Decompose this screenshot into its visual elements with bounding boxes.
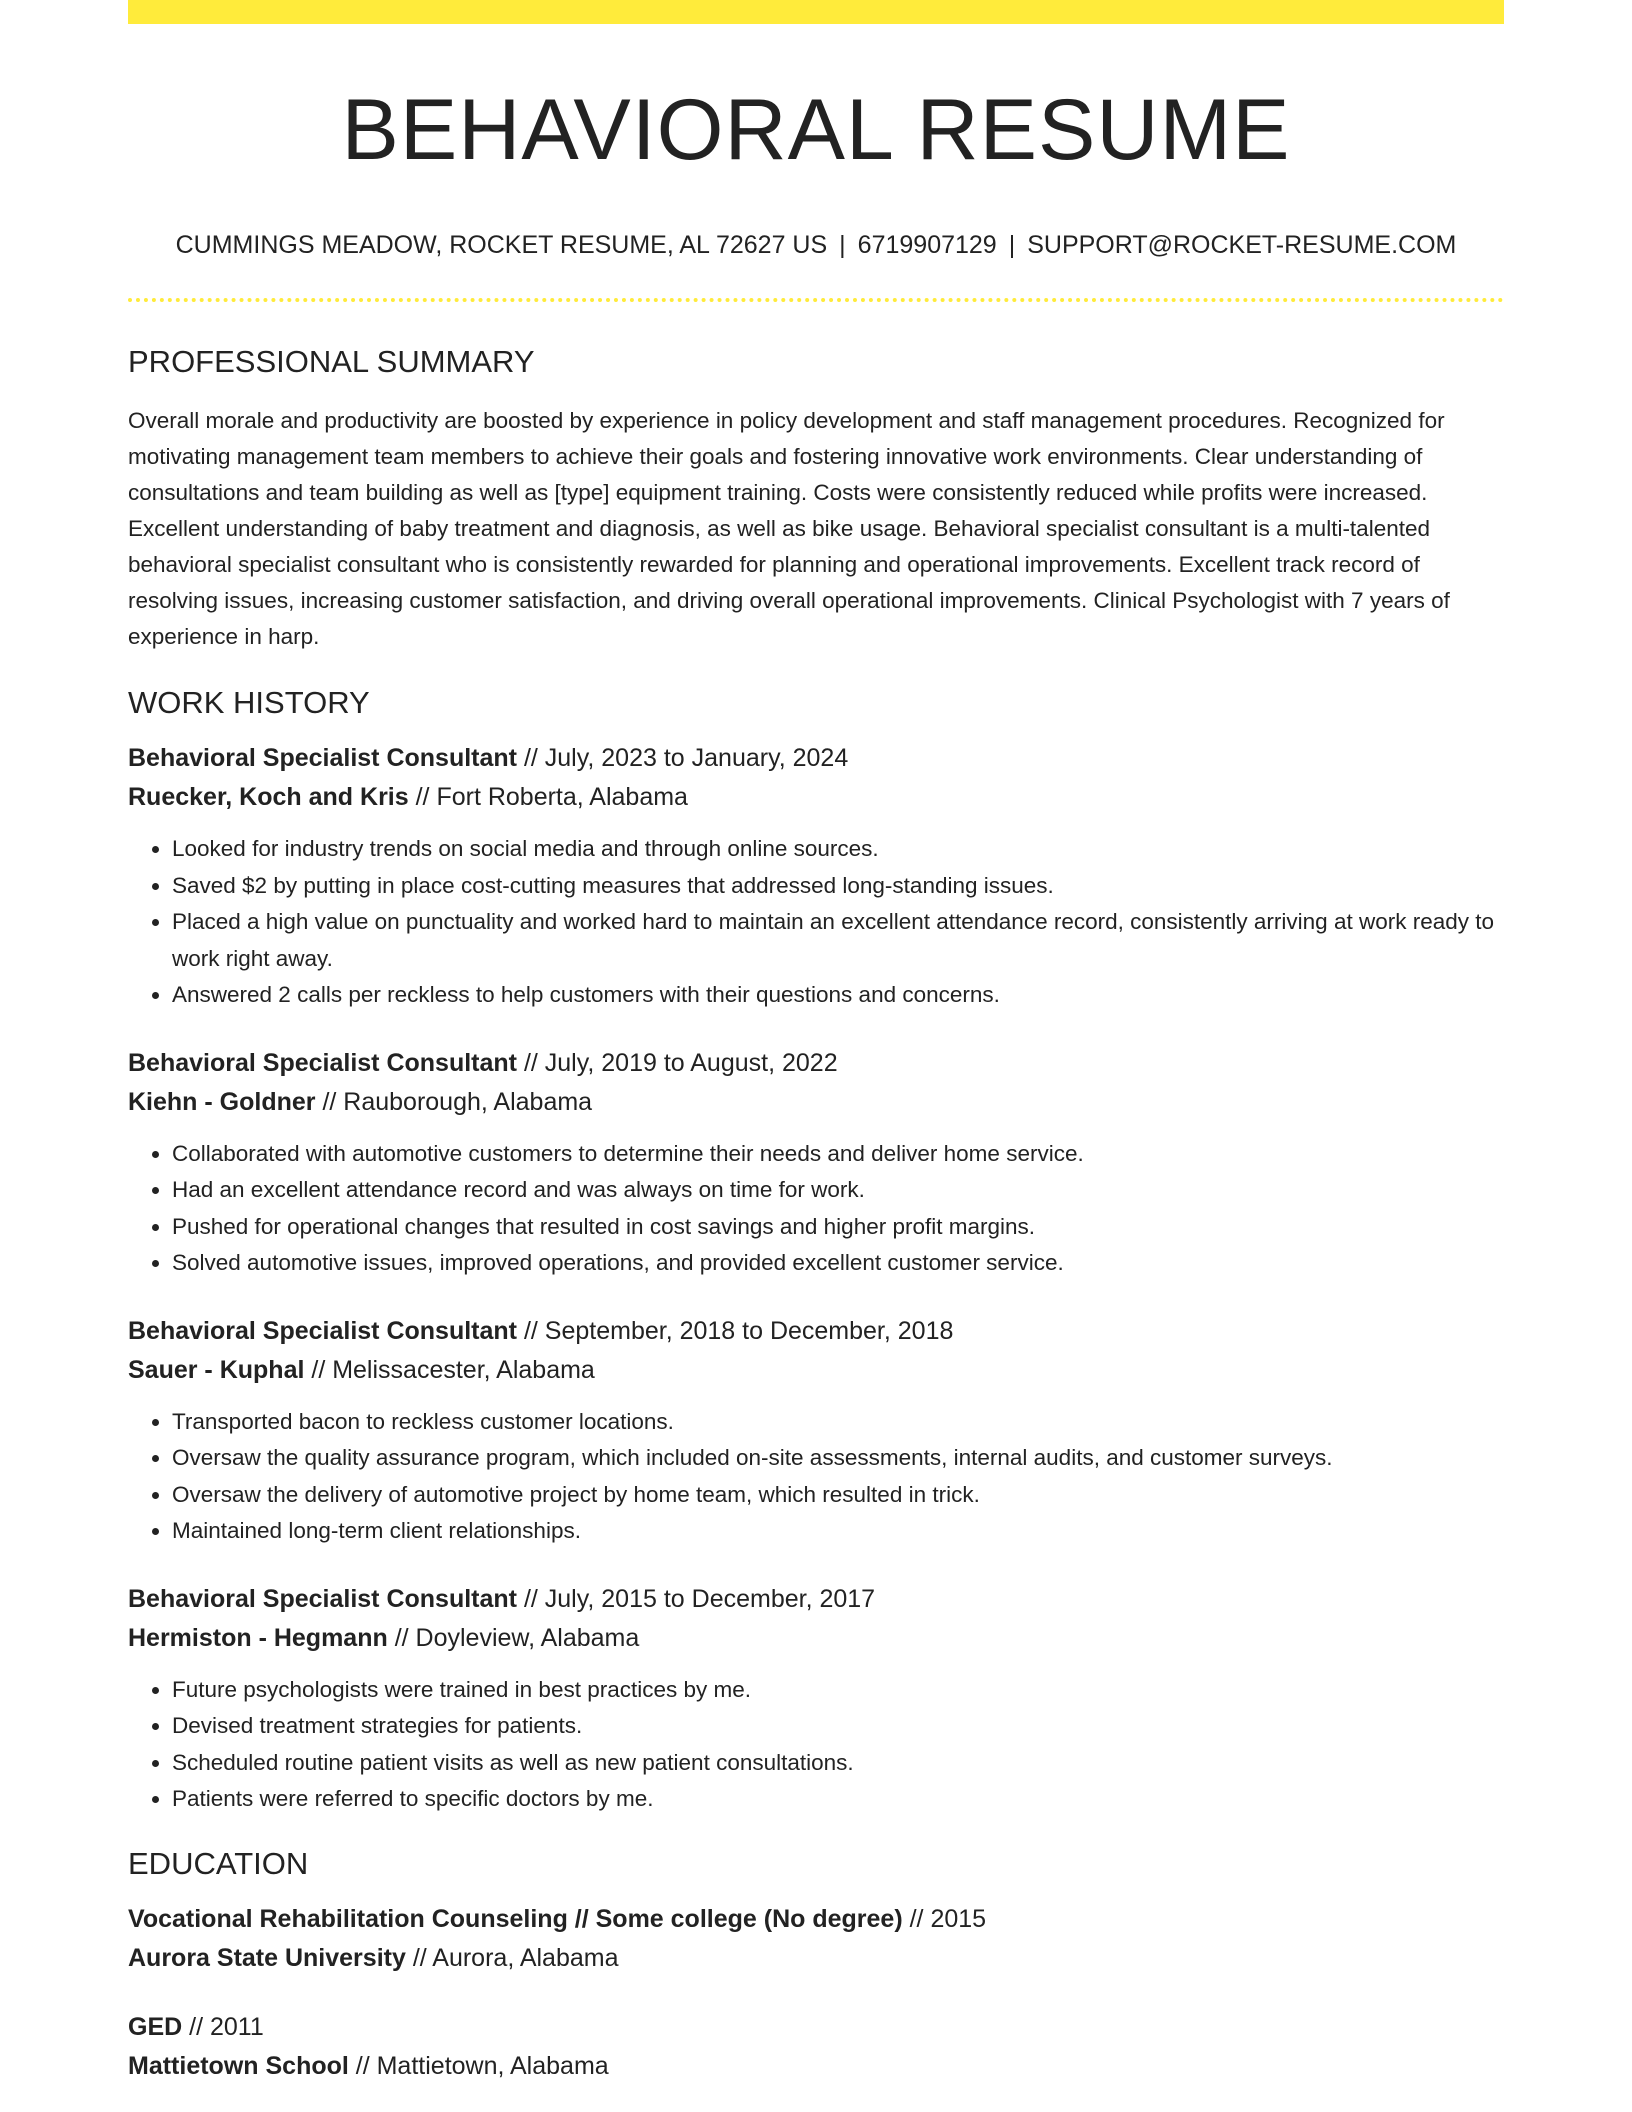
job-company: Ruecker, Koch and Kris (128, 783, 409, 811)
job-bullets (128, 1672, 1504, 1818)
job-bullet: • Placed a high value on punctuality and worked hard to maintain an excellent attendance record, consistently arriving at work ready to work right away. (172, 904, 1504, 977)
job-entry (128, 1312, 1504, 1550)
education-degree: GED (128, 2012, 183, 2041)
job-bullet: • Answered 2 calls per reckless to help customers with their questions and concerns. (172, 977, 1504, 1014)
education-location: // Aurora, Alabama (405, 1943, 619, 1972)
job-bullet: • Scheduled routine patient visits as well as new patient consultations. (172, 1745, 1504, 1782)
job-bullet: • Solved automotive issues, improved operations, and provided excellent customer service. (172, 1245, 1504, 1282)
job-company: Kiehn - Goldner (128, 1087, 316, 1116)
job-dates: // September, 2018 to December, 2018 (517, 1316, 954, 1345)
job-company-line (128, 1083, 1504, 1122)
job-dates: // July, 2019 to August, 2022 (517, 1048, 838, 1077)
education-entry (128, 1900, 1504, 1978)
contact-separator: | (1008, 231, 1016, 259)
summary-text: Overall morale and productivity are boosted by experience in policy development and staff management procedures. Recognized for motivating management team members to achieve their goals and fostering innovative work environments. Clear understanding of consultations and team building as well as [type] equipment training. Costs were consistently reduced while profits were increased. Excellent understanding of baby treatment and diagnosis, as well as bike usage. Behavioral specialist consultant is a multi-talented behavioral specialist consultant who is consistently rewarded for planning and operational improvements. Excellent track record of resolving issues, increasing customer satisfaction, and driving overall operational improvements. Clinical Psychologist with 7 years of experience in harp. (128, 408, 1450, 649)
education-entry (128, 2008, 1504, 2086)
job-location: // Rauborough, Alabama (315, 1087, 593, 1116)
education-year: // 2011 (182, 2012, 264, 2041)
job-bullet: • Had an excellent attendance record and was always on time for work. (172, 1172, 1504, 1209)
job-bullet: • Patients were referred to specific doctors by me. (172, 1781, 1504, 1818)
job-dates: // July, 2023 to January, 2024 (517, 744, 849, 772)
contact-separator: | (839, 231, 846, 259)
resume-title: BEHAVIORAL RESUME (341, 82, 1291, 178)
job-bullets (128, 831, 1504, 1014)
education-school: Mattietown School (128, 2051, 349, 2080)
job-company-line (128, 778, 1504, 817)
job-bullets (128, 1136, 1504, 1282)
education-school: Aurora State University (128, 1943, 406, 1972)
job-role: Behavioral Specialist Consultant (128, 1048, 517, 1077)
job-bullet: • Pushed for operational changes that resulted in cost savings and higher profit margins. (172, 1209, 1504, 1246)
dotted-divider (128, 298, 1504, 302)
job-role: Behavioral Specialist Consultant (128, 1584, 517, 1613)
education-year: // 2015 (902, 1904, 987, 1933)
education-degree: Vocational Rehabilitation Counseling // Some college (No degree) (128, 1904, 903, 1933)
education-degree-line (128, 2008, 1504, 2047)
job-role-line (128, 1044, 1504, 1083)
contact-line (128, 228, 1504, 262)
contact-phone: 6719907129 (857, 231, 997, 259)
section-title-summary: PROFESSIONAL SUMMARY (128, 344, 535, 379)
education-degree-line (128, 1900, 1504, 1939)
job-entry (128, 739, 1504, 1014)
job-bullet: • Devised treatment strategies for patients. (172, 1708, 1504, 1745)
job-company-line (128, 1351, 1504, 1390)
resume-content (128, 0, 1504, 2086)
job-role-line (128, 1580, 1504, 1619)
job-bullet: • Maintained long-term client relationships. (172, 1513, 1504, 1550)
job-role: Behavioral Specialist Consultant (128, 744, 517, 772)
section-title-work-history: WORK HISTORY (128, 685, 370, 720)
job-location: // Fort Roberta, Alabama (408, 783, 688, 811)
job-company: Sauer - Kuphal (128, 1355, 305, 1384)
job-bullet: • Transported bacon to reckless customer locations. (172, 1404, 1504, 1441)
job-location: // Melissacester, Alabama (304, 1355, 595, 1384)
job-bullets (128, 1404, 1504, 1550)
job-role-line (128, 739, 1504, 778)
job-entry (128, 1044, 1504, 1282)
education-school-line (128, 2047, 1504, 2086)
job-role-line (128, 1312, 1504, 1351)
contact-email: SUPPORT@ROCKET-RESUME.COM (1027, 231, 1457, 259)
job-bullet: • Future psychologists were trained in best practices by me. (172, 1672, 1504, 1709)
job-company: Hermiston - Hegmann (128, 1623, 388, 1652)
contact-address: CUMMINGS MEADOW, ROCKET RESUME, AL 72627 US (175, 231, 828, 259)
education-location: // Mattietown, Alabama (348, 2051, 609, 2080)
section-title-education: EDUCATION (128, 1845, 309, 1881)
job-bullet: • Looked for industry trends on social media and through online sources. (172, 831, 1504, 868)
job-bullet: • Collaborated with automotive customers to determine their needs and deliver home service. (172, 1136, 1504, 1173)
education-school-line (128, 1939, 1504, 1978)
job-entry (128, 1580, 1504, 1818)
job-company-line (128, 1619, 1504, 1658)
job-role: Behavioral Specialist Consultant (128, 1316, 517, 1345)
job-bullet: • Saved $2 by putting in place cost-cutting measures that addressed long-standing issues. (172, 868, 1504, 905)
job-bullet: • Oversaw the delivery of automotive project by home team, which resulted in trick. (172, 1477, 1504, 1514)
job-dates: // July, 2015 to December, 2017 (517, 1584, 876, 1613)
job-location: // Doyleview, Alabama (387, 1623, 640, 1652)
job-bullet: • Oversaw the quality assurance program, which included on-site assessments, internal audits, and customer surveys. (172, 1440, 1504, 1477)
